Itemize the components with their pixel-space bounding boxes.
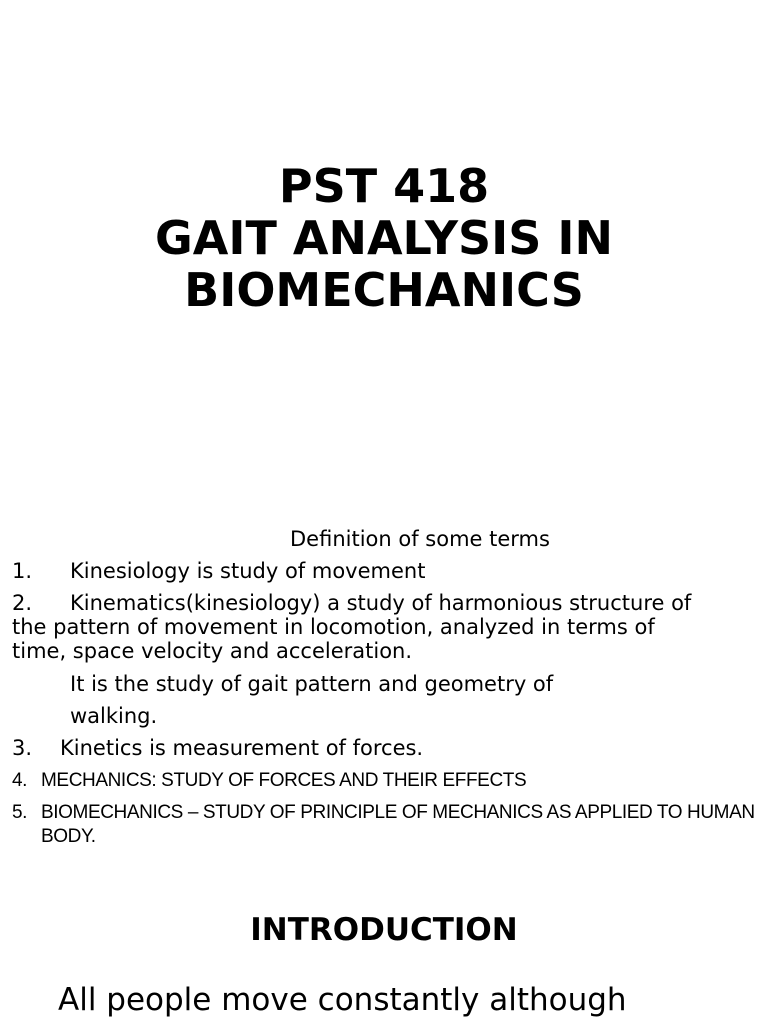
- definition-item-4: [12, 769, 764, 793]
- slide-title: [0, 160, 768, 316]
- item-number: 1.: [12, 559, 33, 583]
- item-text-line-3: time, space velocity and acceleration.: [12, 639, 413, 663]
- item-text: MECHANICS: STUDY OF FORCES AND THEIR EFFECTS: [41, 770, 527, 791]
- definition-item-3: [12, 736, 752, 760]
- title-course-code: PST 418: [278, 159, 490, 213]
- item-text: Kinetics is measurement of forces.: [60, 736, 424, 760]
- introduction-heading: INTRODUCTION: [250, 912, 518, 948]
- item-text-line-1: BIOMECHANICS – STUDY OF PRINCIPLE OF MECHANICS AS APPLIED TO HUMAN: [41, 802, 755, 823]
- item-text-line-2: the pattern of movement in locomotion, analyzed in terms of: [12, 615, 655, 639]
- item-number: 4.: [12, 770, 28, 791]
- title-line-2: GAIT ANALYSIS IN: [154, 211, 614, 265]
- definition-item-2-note-line-2: walking.: [70, 704, 158, 728]
- definition-item-1: [12, 559, 752, 583]
- item-text: Kinesiology is study of movement: [70, 559, 426, 583]
- definition-item-5: [12, 801, 764, 849]
- item-number: 3.: [12, 736, 33, 760]
- item-text-line-2: BODY.: [41, 826, 96, 847]
- introduction-text: All people move constantly although: [58, 982, 627, 1018]
- item-number: 5.: [12, 802, 28, 823]
- definition-item-2: [12, 591, 752, 663]
- definitions-heading: Definition of some terms: [290, 527, 550, 551]
- item-text-line-1: Kinematics(kinesiology) a study of harmonious structure of: [70, 591, 692, 615]
- title-line-3: BIOMECHANICS: [184, 263, 584, 317]
- definition-item-2-note-line-1: It is the study of gait pattern and geometry of: [70, 672, 554, 696]
- item-number: 2.: [12, 591, 33, 615]
